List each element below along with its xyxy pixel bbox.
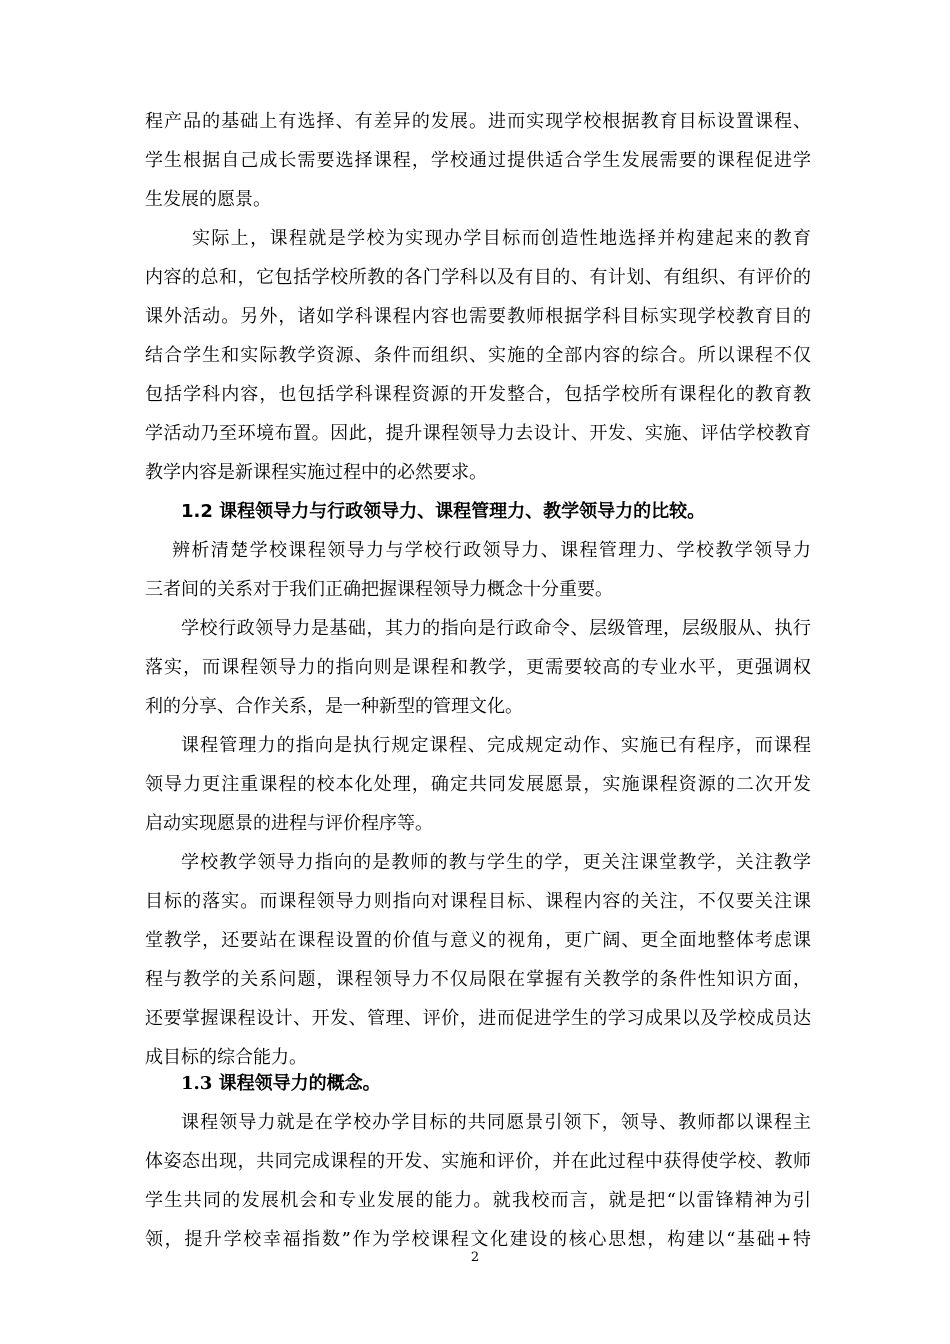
body-text-line: 领导力更注重课程的校本化处理，确定共同发展愿景，实施课程资源的二次开发 bbox=[145, 774, 811, 795]
body-text-line: 教学内容是新课程实施过程中的必然要求。 bbox=[145, 462, 487, 483]
body-text-line: 领，提升学校幸福指数”作为学校课程文化建设的核心思想，构建以“基础+特 bbox=[145, 1229, 811, 1250]
body-text-line: 体姿态出现，共同完成课程的开发、实施和评价，并在此过程中获得使学校、教师 bbox=[145, 1151, 811, 1172]
body-text-line: 堂教学，还要站在课程设置的价值与意义的视角，更广阔、更全面地整体考虑课 bbox=[145, 930, 811, 951]
body-text-line: 课外活动。另外，诸如学科课程内容也需要教师根据学科目标实现学校教育目的 bbox=[145, 306, 811, 327]
section-heading-1-2: 1.2 课程领导力与行政领导力、课程管理力、教学领导力的比较。 bbox=[181, 501, 706, 522]
body-text-line: 目标的落实。而课程领导力则指向对课程目标、课程内容的关注，不仅要关注课 bbox=[145, 891, 811, 912]
body-text-line: 内容的总和，它包括学校所教的各门学科以及有目的、有计划、有组织、有评价的 bbox=[145, 267, 811, 288]
body-text-line: 课程管理力的指向是执行规定课程、完成规定动作、实施已有程序，而课程 bbox=[181, 735, 811, 756]
body-text-line: 学活动乃至环境布置。因此，提升课程领导力去设计、开发、实施、评估学校教育 bbox=[145, 423, 811, 444]
body-text-line: 实际上，课程就是学校为实现办学目标而创造性地选择并构建起来的教育 bbox=[192, 228, 811, 249]
body-text-line: 课程领导力就是在学校办学目标的共同愿景引领下，领导、教师都以课程主 bbox=[181, 1112, 811, 1133]
body-text-line: 启动实现愿景的进程与评价程序等。 bbox=[145, 813, 433, 834]
body-text-line: 包括学科内容，也包括学科课程资源的开发整合，包括学校所有课程化的教育教 bbox=[145, 384, 811, 405]
body-text-line: 成目标的综合能力。 bbox=[145, 1047, 307, 1068]
body-text-line: 落实，而课程领导力的指向则是课程和教学，更需要较高的专业水平，更强调权 bbox=[145, 657, 811, 678]
body-text-line: 三者间的关系对于我们正确把握课程领导力概念十分重要。 bbox=[145, 579, 613, 600]
body-text-line: 利的分享、合作关系，是一种新型的管理文化。 bbox=[145, 696, 523, 717]
body-text-line: 学校教学领导力指向的是教师的教与学生的学，更关注课堂教学，关注教学 bbox=[181, 852, 811, 873]
body-text-line: 结合学生和实际教学资源、条件而组织、实施的全部内容的综合。所以课程不仅 bbox=[145, 345, 811, 366]
body-text-line: 学生共同的发展机会和专业发展的能力。就我校而言，就是把“以雷锋精神为引 bbox=[145, 1190, 811, 1211]
body-text-line: 程与教学的关系问题，课程领导力不仅局限在掌握有关教学的条件性知识方面， bbox=[145, 969, 811, 990]
body-text-line: 还要掌握课程设计、开发、管理、评价，进而促进学生的学习成果以及学校成员达 bbox=[145, 1008, 811, 1029]
body-text-line: 辨析清楚学校课程领导力与学校行政领导力、课程管理力、学校教学领导力 bbox=[172, 540, 811, 561]
body-text-line: 学校行政领导力是基础，其力的指向是行政命令、层级管理，层级服从、执行 bbox=[181, 618, 811, 639]
body-text-line: 程产品的基础上有选择、有差异的发展。进而实现学校根据教育目标设置课程、 bbox=[145, 111, 811, 132]
section-heading-1-3: 1.3 课程领导力的概念。 bbox=[181, 1073, 381, 1094]
body-text-line: 生发展的愿景。 bbox=[145, 189, 271, 210]
page-number: 2 bbox=[470, 1250, 480, 1265]
body-text-line: 学生根据自己成长需要选择课程，学校通过提供适合学生发展需要的课程促进学 bbox=[145, 150, 811, 171]
